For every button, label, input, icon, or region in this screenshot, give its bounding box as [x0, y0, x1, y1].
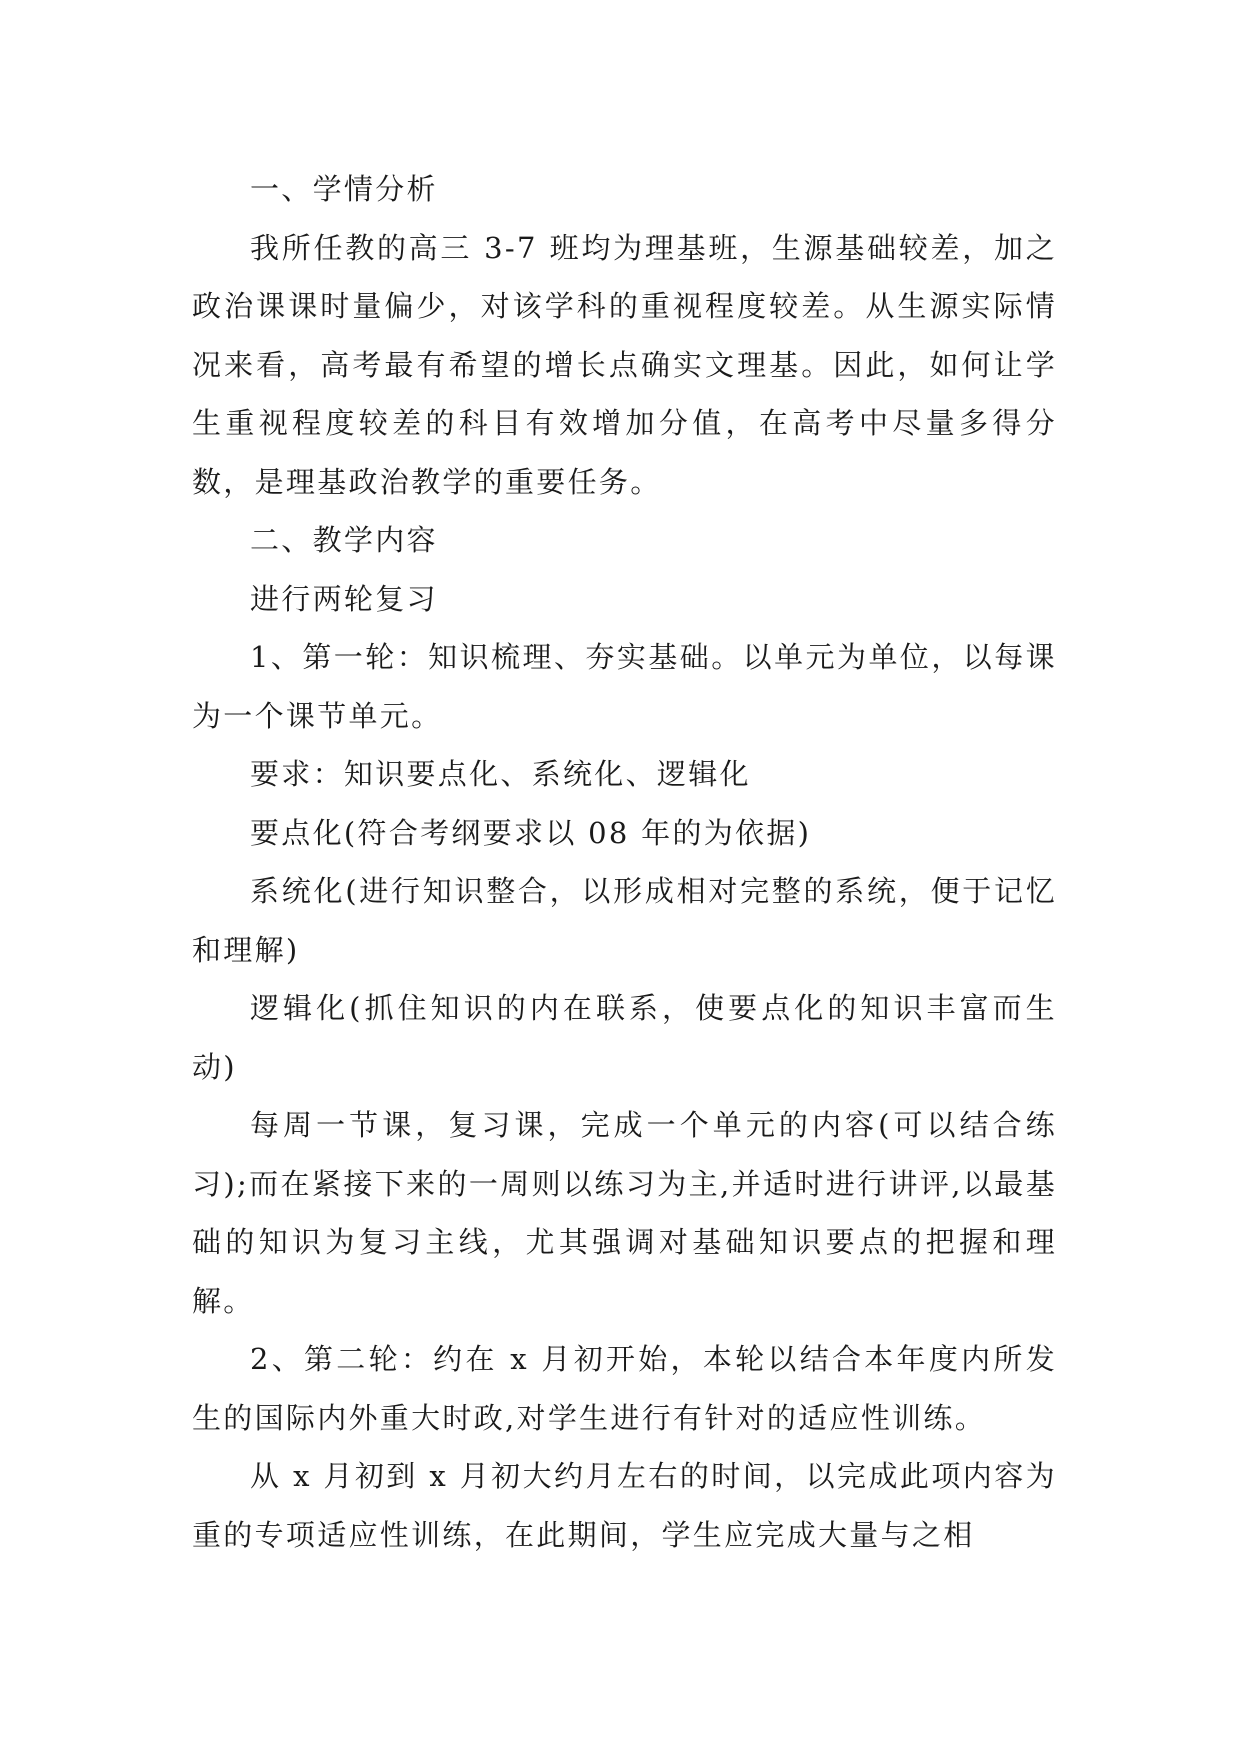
paragraph-weekly-schedule: 每周一节课，复习课，完成一个单元的内容(可以结合练习);而在紧接下来的一周则以练习为主,并适时进行讲评,以最基础的知识为复习主线，尤其强调对基础知识要点的把握和理解。	[192, 1108, 1057, 1318]
paragraph-key-points: 要点化(符合考纲要求以 08 年的为依据)	[250, 815, 812, 850]
paragraph-special-training: 从 x 月初到 x 月初大约月左右的时间，以完成此项内容为重的专项适应性训练，在此期间，学生应完成大量与之相	[192, 1459, 1057, 1552]
paragraph-first-round: 1、第一轮：知识梳理、夯实基础。以单元为单位，以每课为一个课节单元。	[192, 640, 1057, 733]
paragraph-two-rounds: 进行两轮复习	[250, 581, 438, 616]
heading-teaching-content: 二、教学内容	[250, 523, 438, 557]
paragraph-requirements: 要求：知识要点化、系统化、逻辑化	[250, 757, 751, 791]
paragraph-second-round: 2、第二轮：约在 x 月初开始，本轮以结合本年度内所发生的国际内外重大时政,对学生进行有针对的适应性训练。	[192, 1342, 1057, 1435]
paragraph-systematic: 系统化(进行知识整合，以形成相对完整的系统，便于记忆和理解)	[192, 874, 1057, 967]
paragraph-logical: 逻辑化(抓住知识的内在联系，使要点化的知识丰富而生动)	[192, 991, 1057, 1084]
heading-learning-analysis: 一、学情分析	[250, 172, 438, 206]
document-body	[192, 160, 1057, 1564]
paragraph-student-background: 我所任教的高三 3-7 班均为理基班，生源基础较差，加之政治课课时量偏少，对该学科的重视程度较差。从生源实际情况来看，高考最有希望的增长点确实文理基。因此，如何让学生重视程度较差的科目有效增加分值，在高考中尽量多得分数，是理基政治教学的重要任务。	[192, 230, 1057, 499]
